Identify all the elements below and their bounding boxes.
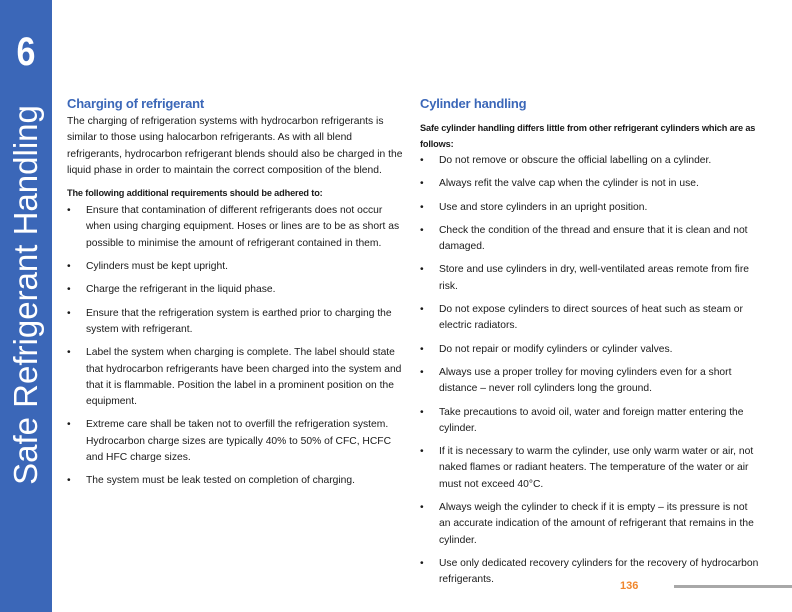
chapter-title: Safe Refrigerant Handling: [7, 105, 44, 485]
list-item-text: Ensure that contamination of different refrigerants does not occur when using charging equipment. Hoses or lines are to be as short as possible to minimise the amount of refrigerant contained in them.: [86, 205, 400, 249]
bullet-icon: •: [420, 406, 424, 418]
list-item: [420, 176, 760, 192]
list-item: [420, 500, 760, 549]
list-item-text: Use only dedicated recovery cylinders for the recovery of hydrocarbon refrigerants.: [439, 557, 759, 586]
bullet-icon: •: [420, 557, 424, 569]
bullet-icon: •: [420, 446, 424, 458]
page-number: 136: [620, 580, 639, 592]
bullet-icon: •: [420, 155, 424, 166]
list-item-text: Ensure that the refrigeration system is earthed prior to charging the system with refrigerant.: [86, 307, 392, 335]
charging-lead: The following additional requirements should be adhered to:: [67, 188, 323, 199]
list-item-text: Do not remove or obscure the official labelling on a cylinder.: [439, 155, 712, 166]
bullet-icon: •: [420, 366, 424, 378]
bullet-icon: •: [67, 347, 71, 359]
charging-intro: The charging of refrigeration systems with hydrocarbon refrigerants is similar to those using halocarbon refrigerants. As with all blend refrigerants, hydrocarbon refrigerant blends should also be charged in the liquid phase in order to maintain the correct composition of the blend.: [67, 116, 403, 176]
charging-requirements-list: [67, 203, 403, 489]
list-item: [67, 203, 403, 252]
list-item: [67, 259, 403, 275]
page-number-rule: [674, 585, 792, 588]
list-item: [420, 365, 760, 398]
bullet-icon: •: [67, 284, 71, 296]
list-item: [420, 405, 760, 438]
list-item-text: Always use a proper trolley for moving cylinders even for a short distance – never roll cylinders long the ground.: [439, 366, 732, 395]
list-item-text: Check the condition of the thread and ensure that it is clean and not damaged.: [439, 224, 748, 253]
bullet-icon: •: [67, 205, 71, 217]
bullet-icon: •: [420, 502, 424, 514]
list-item: [67, 417, 403, 466]
list-item: [420, 223, 760, 256]
bullet-icon: •: [420, 178, 424, 190]
bullet-icon: •: [420, 264, 424, 276]
list-item-text: The system must be leak tested on completion of charging.: [86, 475, 356, 487]
list-item-text: Do not repair or modify cylinders or cylinder valves.: [439, 343, 673, 355]
list-item-text: Charge the refrigerant in the liquid phase.: [86, 284, 276, 296]
cylinder-heading: Cylinder handling: [420, 96, 527, 111]
list-item: [420, 200, 760, 216]
list-item-text: If it is necessary to warm the cylinder, use only warm water or air, not naked flames or radiant heaters. The temperature of the water or air must not exceed 40°C.: [439, 446, 754, 490]
list-item-text: Always refit the valve cap when the cylinder is not in use.: [439, 178, 699, 190]
cylinder-lead: Safe cylinder handling differs little from other refrigerant cylinders which are as follows:: [420, 123, 756, 149]
cylinder-handling-list: [420, 153, 760, 589]
list-item: [420, 302, 760, 335]
bullet-icon: •: [420, 224, 424, 236]
list-item: [420, 262, 760, 295]
list-item: [420, 444, 760, 493]
list-item-text: Use and store cylinders in an upright position.: [439, 201, 648, 213]
list-item: [67, 473, 403, 489]
bullet-icon: •: [67, 419, 71, 431]
bullet-icon: •: [420, 343, 424, 355]
bullet-icon: •: [420, 201, 424, 213]
list-item-text: Store and use cylinders in dry, well-ventilated areas remote from fire risk.: [439, 264, 749, 292]
list-item: [67, 282, 403, 298]
list-item: [67, 345, 403, 410]
list-item: [420, 153, 760, 169]
list-item: [420, 342, 760, 358]
bullet-icon: •: [67, 475, 71, 487]
bullet-icon: •: [67, 307, 71, 319]
list-item-text: Do not expose cylinders to direct sources of heat such as steam or electric radiators.: [439, 304, 743, 332]
charging-section: [67, 96, 403, 497]
list-item-text: Label the system when charging is complete. The label should state that hydrocarbon refrigerants have been charged into the system and that it is flammable. Position the label in a prominent position on the equipment.: [86, 347, 402, 408]
bullet-icon: •: [420, 304, 424, 316]
bullet-icon: •: [67, 261, 71, 273]
chapter-sidebar: [0, 0, 52, 612]
list-item: [67, 306, 403, 339]
list-item-text: Take precautions to avoid oil, water and foreign matter entering the cylinder.: [439, 406, 744, 434]
list-item: [420, 556, 760, 589]
list-item-text: Always weigh the cylinder to check if it is empty – its pressure is not an accurate indication of the amount of refrigerant that remains in the cylinder.: [439, 502, 754, 546]
charging-heading: Charging of refrigerant: [67, 96, 204, 111]
list-item-text: Cylinders must be kept upright.: [86, 261, 228, 273]
chapter-number: 6: [16, 30, 36, 74]
list-item-text: Extreme care shall be taken not to overfill the refrigeration system. Hydrocarbon charge sizes are typically 40% to 50% of CFC, HCFC and HFC charge sizes.: [86, 419, 392, 464]
cylinder-section: [420, 96, 760, 596]
